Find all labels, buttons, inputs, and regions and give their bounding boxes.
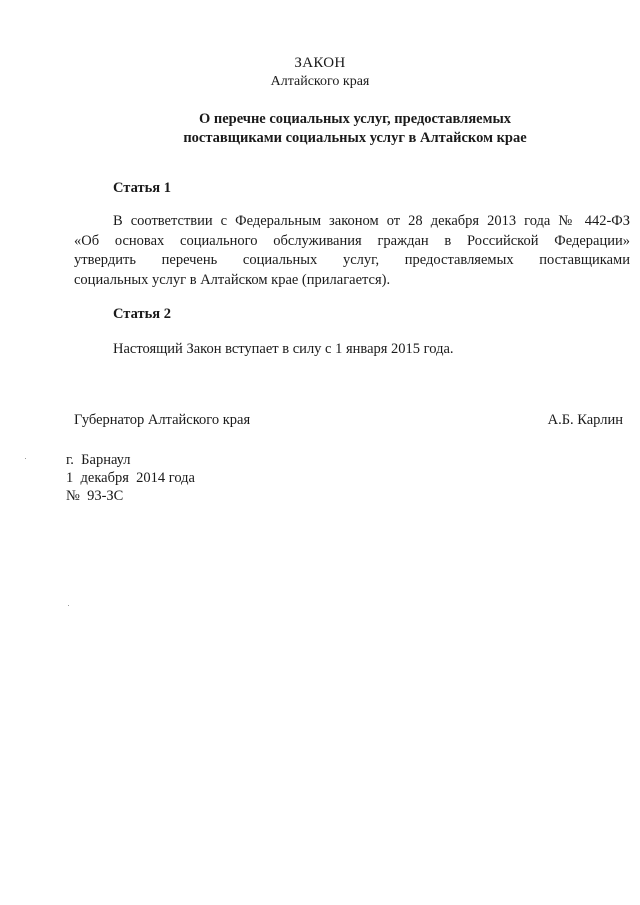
article-1-line: «Об основах социального обслуживания граждан в Российской Федерации» bbox=[74, 232, 630, 249]
article-1-line: утвердить перечень социальных услуг, предоставляемых поставщиками bbox=[74, 252, 630, 268]
signing-date: 1 декабря 2014 года bbox=[66, 470, 195, 486]
signing-place: г. Барнаул bbox=[66, 452, 131, 468]
article-1-line: социальных услуг в Алтайском крае (прилагается). bbox=[74, 271, 391, 288]
scan-speck bbox=[68, 605, 69, 606]
article-1-line: В соответствии с Федеральным законом от 28 декабря 2013 года № 442-ФЗ bbox=[113, 213, 630, 229]
signatory-name: А.Б. Карлин bbox=[547, 412, 623, 428]
article-1-text bbox=[74, 212, 630, 290]
article-2-text: Настоящий Закон вступает в силу с 1 января 2015 года. bbox=[113, 341, 454, 357]
scan-speck bbox=[25, 458, 26, 459]
document-region: Алтайского края bbox=[270, 74, 370, 89]
signatory-position: Губернатор Алтайского края bbox=[74, 412, 251, 428]
document-title bbox=[0, 110, 640, 148]
law-number: № 93-ЗС bbox=[66, 488, 124, 504]
article-2-heading: Статья 2 bbox=[113, 306, 171, 322]
document-title-line: О перечне социальных услуг, предоставляемых bbox=[198, 111, 512, 127]
document-title-line: поставщиками социальных услуг в Алтайском крае bbox=[183, 130, 527, 146]
article-1-heading: Статья 1 bbox=[113, 180, 171, 196]
document-type: ЗАКОН bbox=[294, 55, 346, 71]
